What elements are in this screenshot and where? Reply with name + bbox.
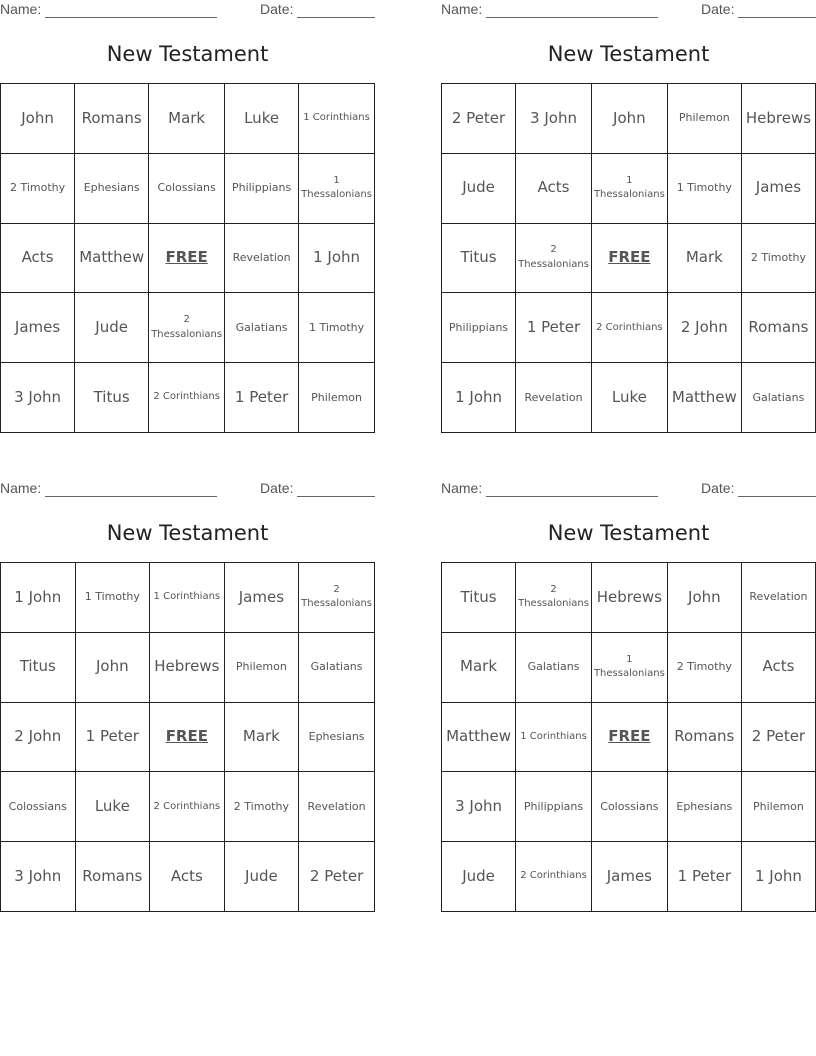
bingo-cell[interactable]: 1 Timothy <box>299 293 375 363</box>
bingo-grid <box>0 562 375 912</box>
date-label: Date: <box>260 480 294 496</box>
bingo-cell[interactable]: 2 Corinthians <box>149 363 225 433</box>
bingo-cell[interactable]: Jude <box>225 842 300 912</box>
bingo-cell[interactable]: Philippians <box>442 293 516 363</box>
bingo-cell[interactable]: Hebrews <box>150 633 225 703</box>
bingo-cell[interactable]: James <box>1 293 75 363</box>
bingo-cell[interactable]: 2 Corinthians <box>592 293 668 363</box>
bingo-cell[interactable]: Ephesians <box>299 703 375 773</box>
card-header <box>0 480 375 498</box>
bingo-cell[interactable]: Philippians <box>516 772 592 842</box>
bingo-cell[interactable]: Galatians <box>742 363 816 433</box>
free-space[interactable]: FREE <box>149 224 225 294</box>
date-label: Date: <box>701 1 735 17</box>
bingo-cell[interactable]: Mark <box>149 84 225 154</box>
date-line[interactable] <box>738 496 816 497</box>
bingo-cell[interactable]: Acts <box>150 842 225 912</box>
bingo-cell[interactable]: Jude <box>442 842 516 912</box>
bingo-cell[interactable]: Mark <box>442 633 516 703</box>
bingo-cell[interactable]: Revelation <box>299 772 375 842</box>
bingo-cell[interactable]: 2 John <box>1 703 76 773</box>
bingo-cell[interactable]: Acts <box>516 154 592 224</box>
free-space[interactable]: FREE <box>150 703 225 773</box>
bingo-cell[interactable]: Luke <box>592 363 668 433</box>
bingo-cell[interactable]: Titus <box>75 363 149 433</box>
bingo-cell[interactable]: 1 Peter <box>668 842 742 912</box>
bingo-cell[interactable]: Matthew <box>75 224 149 294</box>
bingo-cell[interactable]: 3 John <box>516 84 592 154</box>
bingo-cell[interactable]: Colossians <box>1 772 76 842</box>
bingo-card <box>441 479 816 912</box>
bingo-cell[interactable]: 2 Thessalonians <box>516 224 592 294</box>
bingo-cell[interactable]: John <box>668 563 742 633</box>
bingo-cell[interactable]: Matthew <box>442 703 516 773</box>
bingo-cell[interactable]: James <box>742 154 816 224</box>
bingo-cell[interactable]: 1 Peter <box>516 293 592 363</box>
bingo-grid <box>0 83 375 433</box>
date-line[interactable] <box>297 17 375 18</box>
free-space[interactable]: FREE <box>592 224 668 294</box>
bingo-cell[interactable]: Colossians <box>592 772 668 842</box>
card-title: New Testament <box>106 42 269 66</box>
bingo-cell[interactable]: Hebrews <box>742 84 816 154</box>
free-space[interactable]: FREE <box>592 703 668 773</box>
bingo-cell[interactable]: Jude <box>75 293 149 363</box>
bingo-grid <box>441 562 816 912</box>
bingo-cell[interactable]: Acts <box>742 633 816 703</box>
bingo-cell[interactable]: Philemon <box>742 772 816 842</box>
bingo-cell[interactable]: Romans <box>75 84 149 154</box>
bingo-cell[interactable]: Titus <box>442 563 516 633</box>
bingo-cell[interactable]: Philippians <box>225 154 299 224</box>
bingo-cell[interactable]: 2 Timothy <box>225 772 300 842</box>
bingo-cell[interactable]: Revelation <box>225 224 299 294</box>
bingo-cell[interactable]: 1 Corinthians <box>150 563 225 633</box>
bingo-cell[interactable]: Colossians <box>149 154 225 224</box>
bingo-cell[interactable]: 2 Thessalonians <box>516 563 592 633</box>
bingo-cell[interactable]: Philemon <box>225 633 300 703</box>
name-label: Name: <box>0 1 42 17</box>
bingo-cell[interactable]: 2 Timothy <box>742 224 816 294</box>
bingo-cell[interactable]: Revelation <box>742 563 816 633</box>
card-title: New Testament <box>547 521 710 545</box>
bingo-cell[interactable]: 2 Peter <box>742 703 816 773</box>
date-label: Date: <box>701 480 735 496</box>
name-line[interactable] <box>486 496 658 497</box>
bingo-cell[interactable]: Jude <box>442 154 516 224</box>
bingo-cell[interactable]: Mark <box>668 224 742 294</box>
bingo-cell[interactable]: 2 Peter <box>299 842 375 912</box>
bingo-cell[interactable]: 2 Peter <box>442 84 516 154</box>
bingo-cell[interactable]: 1 John <box>299 224 375 294</box>
bingo-cell[interactable]: 2 Thessalonians <box>149 293 225 363</box>
bingo-cell[interactable]: 2 Thessalonians <box>299 563 375 633</box>
date-label: Date: <box>260 1 294 17</box>
bingo-cell[interactable]: Ephesians <box>75 154 149 224</box>
bingo-cell[interactable]: 1 Thessalonians <box>592 154 668 224</box>
bingo-cell[interactable]: 2 John <box>668 293 742 363</box>
bingo-cell[interactable]: 2 Corinthians <box>150 772 225 842</box>
bingo-cell[interactable]: John <box>1 84 75 154</box>
bingo-cell[interactable]: Galatians <box>225 293 299 363</box>
bingo-cell[interactable]: 1 John <box>1 563 76 633</box>
bingo-cell[interactable]: Matthew <box>668 363 742 433</box>
bingo-cell[interactable]: 1 John <box>742 842 816 912</box>
bingo-cell[interactable]: 1 Timothy <box>668 154 742 224</box>
bingo-cell[interactable]: 2 Timothy <box>668 633 742 703</box>
bingo-cell[interactable]: Galatians <box>516 633 592 703</box>
bingo-cell[interactable]: 1 Thessalonians <box>299 154 375 224</box>
bingo-cell[interactable]: Luke <box>76 772 151 842</box>
bingo-cell[interactable]: 2 Timothy <box>1 154 75 224</box>
bingo-card <box>0 479 375 912</box>
bingo-cell[interactable]: Luke <box>225 84 299 154</box>
date-line[interactable] <box>738 17 816 18</box>
card-title: New Testament <box>547 42 710 66</box>
name-line[interactable] <box>486 17 658 18</box>
bingo-cell[interactable]: Revelation <box>516 363 592 433</box>
bingo-cell[interactable]: James <box>225 563 300 633</box>
name-label: Name: <box>441 480 483 496</box>
card-header <box>441 480 816 498</box>
bingo-cell[interactable]: 3 John <box>1 842 76 912</box>
card-header <box>0 1 375 19</box>
bingo-cell[interactable]: Ephesians <box>668 772 742 842</box>
name-line[interactable] <box>45 17 217 18</box>
bingo-cell[interactable]: 2 Corinthians <box>516 842 592 912</box>
bingo-cell[interactable]: 1 Corinthians <box>516 703 592 773</box>
bingo-cell[interactable]: Romans <box>668 703 742 773</box>
card-header <box>441 1 816 19</box>
bingo-cell[interactable]: Titus <box>1 633 76 703</box>
bingo-grid <box>441 83 816 433</box>
bingo-cell[interactable]: 1 John <box>442 363 516 433</box>
date-line[interactable] <box>297 496 375 497</box>
bingo-cell[interactable]: John <box>76 633 151 703</box>
bingo-cell[interactable]: 1 Peter <box>76 703 151 773</box>
bingo-cell[interactable]: 1 Thessalonians <box>592 633 668 703</box>
bingo-cell[interactable]: Romans <box>742 293 816 363</box>
bingo-cell[interactable]: 1 Peter <box>225 363 299 433</box>
bingo-card <box>0 0 375 433</box>
bingo-cell[interactable]: Hebrews <box>592 563 668 633</box>
bingo-cell[interactable]: 1 Timothy <box>76 563 151 633</box>
bingo-cell[interactable]: John <box>592 84 668 154</box>
card-title: New Testament <box>106 521 269 545</box>
bingo-cell[interactable]: 3 John <box>442 772 516 842</box>
bingo-cell[interactable]: Romans <box>76 842 151 912</box>
bingo-cell[interactable]: Philemon <box>299 363 375 433</box>
bingo-cell[interactable]: Acts <box>1 224 75 294</box>
name-line[interactable] <box>45 496 217 497</box>
name-label: Name: <box>441 1 483 17</box>
bingo-card <box>441 0 816 433</box>
bingo-cell[interactable]: James <box>592 842 668 912</box>
bingo-cell[interactable]: Mark <box>225 703 300 773</box>
bingo-cell[interactable]: Galatians <box>299 633 375 703</box>
bingo-cell[interactable]: 3 John <box>1 363 75 433</box>
bingo-cell[interactable]: Titus <box>442 224 516 294</box>
bingo-cell[interactable]: Philemon <box>668 84 742 154</box>
bingo-cell[interactable]: 1 Corinthians <box>299 84 375 154</box>
name-label: Name: <box>0 480 42 496</box>
